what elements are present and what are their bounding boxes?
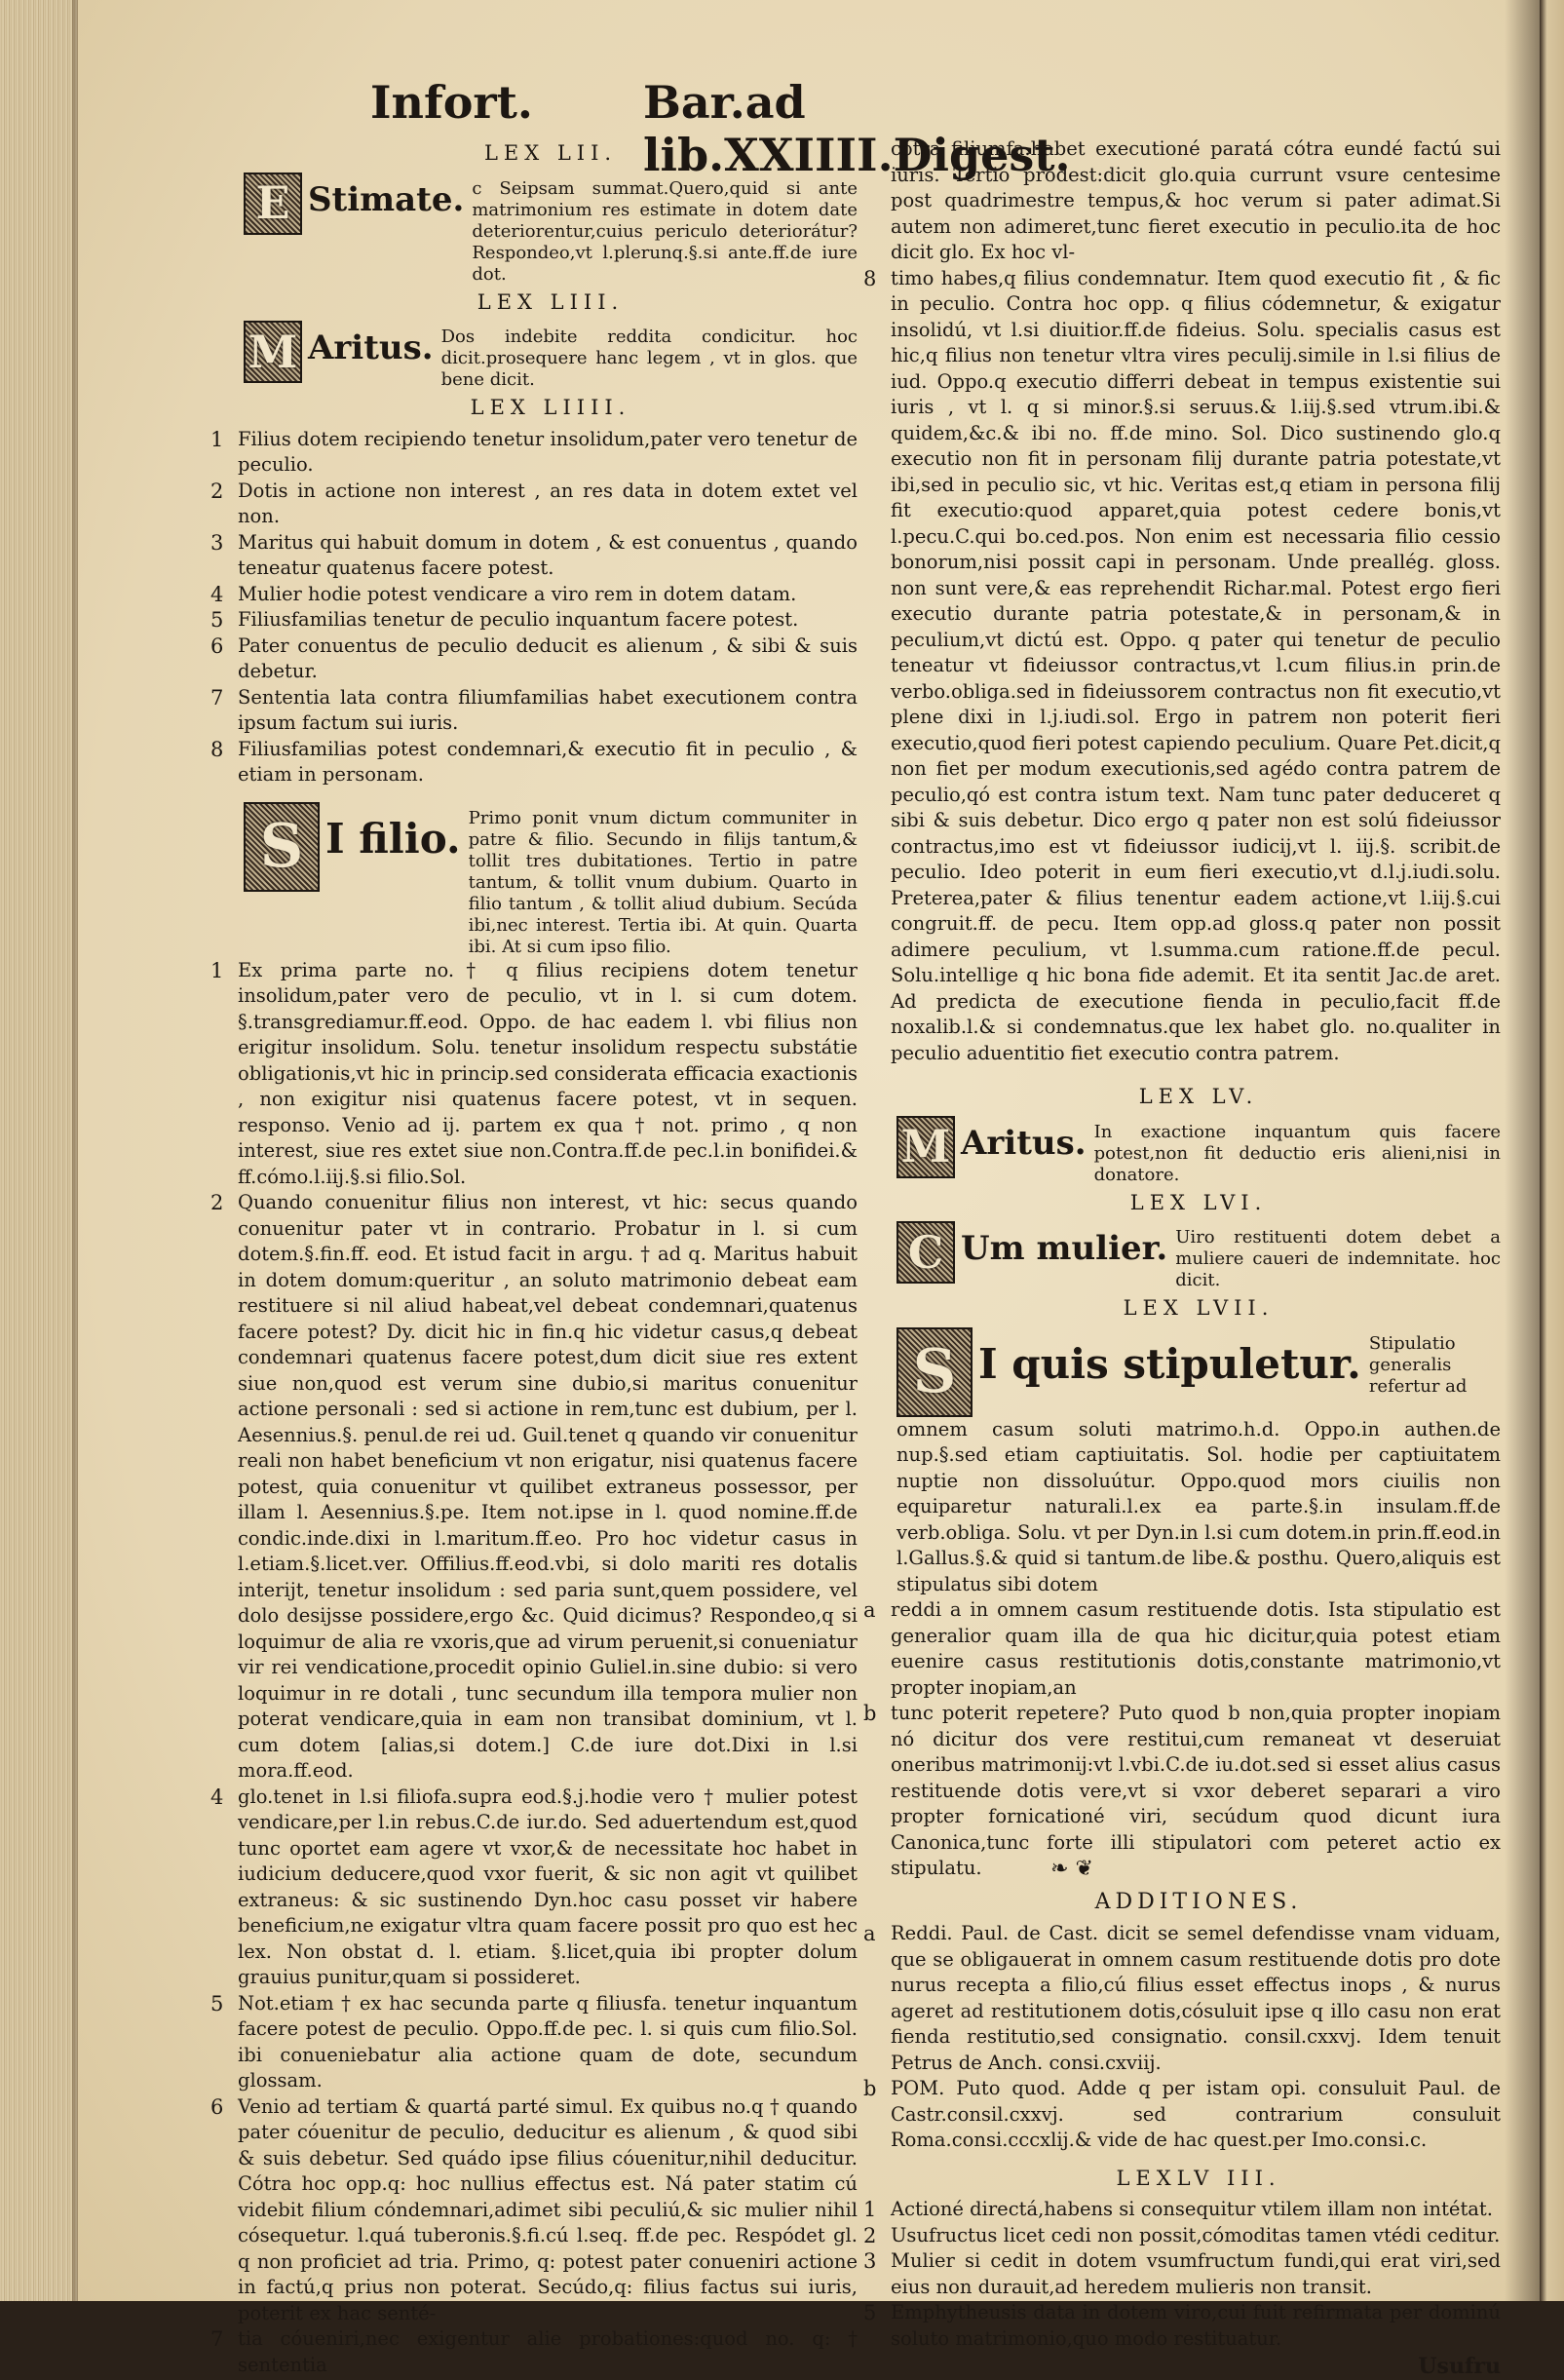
commentary-paragraph: 4 glo.tenet in l.si filiofa.supra eod.§.j.hodie vero † mulier potest vendicare,per l.in rebus.C.de iur.do. Sed aduertendum est,quod tunc oportet eam agere vt vxor,& de necessitate hoc habet in iudicium deducere,quod vxor fuerit, & sic non agit vt quilibet extraneus: & sic sustinendo Dyn.hoc casu posset vir habere beneficium,ne exigatur vltra quam facere possit pro quo est hec lex. Non obstat d. l. etiam. §.licet,quia ibi propter dolum grauius punitur,quam si possideret. [210, 1785, 858, 1988]
commentary-paragraph: 1 Ex prima parte no.† q filius recipiens dotem tenetur insolidum,pater vero de peculio, vt in l. si cum dotem. §.transgrediamur.ff.eod. Oppo. de hac eadem l. vbi filius non erigitur insolidum. Solu. tenetur insolidum respectu substátie obligationis,vt hic in princip.sed considerata efficacia exactionis , non exigitur nisi quatenus facere potest, vt in sequen. responso. Venio ad ij. partem ex qua † not. primo , q non interest, siue res extet siue non.Contra.ff.de pec.l.in bonifidei.& ff.cómo.l.iij.§.si filio.Sol. [210, 958, 858, 1188]
decorated-initial: E [244, 173, 302, 235]
summary-list [210, 427, 858, 788]
summary-item: 8 Filiusfamilias potest condemnari,& executio fit in peculio , & etiam in personam. [210, 737, 858, 786]
summary-item: 4 Mulier hodie potest vendicare a viro rem in dotem datam. [210, 582, 797, 606]
rubric: Aritus. [961, 1123, 1087, 1163]
additiones-heading: ADDITIONES. [1094, 1889, 1303, 1914]
lex-entry [896, 1327, 1501, 1417]
commentary-paragraph: b tunc poterit repetere? Puto quod b non,quia propter inopiam nó dicitur dos vere restitui,cum remaneat vt deseruiat oneribus matrimonij:vt l.vbi.C.de iu.dot.sed si esset alius casus restituende dotis vere,vt si vxor deberet separari a viro propter fornicationé viri, secúdum quod dicunt iura Canonica,tunc forte illi stipulatori com peteret actio ex stipulatu. [863, 1702, 1501, 1879]
rubric: Um mulier. [961, 1229, 1168, 1268]
lex-intro: Primo ponit vnum dictum communiter in patre & filio. Secundo in filijs tantum,& tollit tres dubitationes. Tertio in patre tantum, & tollit vnum dubium. Quarto in filio tantum , & tollit aliud dubium. Secúda ibi,nec interest. Tertia ibi. At quin. Quarta ibi. At si cum ipso filio. [468, 807, 858, 957]
addition-item: a Reddi. Paul. de Cast. dicit se semel defendisse vnam viduam, que se obligauerat in omnem casum restituende dotis pro dote nurus recepta a filio,cú filius esset effectus inops , & nurus ageret ad restitutionem dotis,cósuluit ipse q illo casu non erat fienda restitutio,sed consignatio. consil.cxxvj. Idem tenuit Petrus de Anch. consi.cxviij. [863, 1922, 1501, 2074]
summary-item: 5 Filiusfamilias tenetur de peculio inquantum facere potest. [210, 608, 799, 632]
rubric: Aritus. [308, 328, 434, 367]
decorated-initial: C [896, 1221, 955, 1284]
commentary-paragraph: 7 tia cóueniri,nec exigentur alie probationes:quod no. q: † sententia [210, 2327, 858, 2376]
lex-text: Uiro restituenti dotem debet a muliere caueri de indemnitate. hoc dicit. [1175, 1227, 1501, 1290]
lex-lead: Stipulatio generalis refertur ad [1368, 1332, 1468, 1397]
decorated-initial: S [244, 802, 320, 892]
lex-heading: LEX LVII. [1123, 1296, 1275, 1320]
catchword: Usufru [1418, 2354, 1501, 2379]
decorated-initial: M [896, 1116, 955, 1178]
facing-page-edge [1540, 0, 1564, 2301]
summary-item: 3 Maritus qui habuit domum in dotem , & est conuentus , quando teneatur quatenus facere potest. [210, 530, 858, 579]
right-column [863, 136, 1501, 2380]
lex-text: c Seipsam summat.Quero,quid si ante matrimonium res estimate in dotem date deteriorentur,cuius periculo deteriorátur? Respondeo,vt l.plerunq.§.si ante.ff.de iure dot. [472, 177, 858, 285]
lex-entry [896, 1116, 1501, 1186]
commentary-paragraph: a reddi a in omnem casum restituende dotis. Ista stipulatio est generalior quam illa de qua hic dicitur,quia potest etiam euenire casus restitutionis dotis,constante matrimonio,vt propter inopiam,an [863, 1598, 1501, 1699]
lex-entry [244, 173, 858, 286]
summary-item: 2 Usufructus licet cedi non possit,cómoditas tamen vtédi ceditur. [863, 2223, 1501, 2247]
lex-heading: LEX LIIII. [470, 396, 631, 419]
commentary-paragraph: 8 timo habes,q filius condemnatur. Item quod executio fit , & fic in peculio. Contra hoc opp. q filius códemnetur, & exigatur insolidú, vt l.si diuitior.ff.de fideius. Solu. specialis casus est hic,q filius non tenetur vltra vires peculij.simile in l.si filius de iud. Oppo.q executio differri debeat in tempus existentie sui iuris , vt l. q si minor.§.si seruus.& l.iij.§.sed vtrum.ibi.& quidem,&c.& ibi no. ff.de mino. Sol. Dico sustinendo glo.q executio non fit in personam filij durante patria potestate,vt ibi,sed in peculio sic, vt hic. Veritas est,q etiam in persona filij fit executio:quod apparet,quia potest cedere bonis,vt l.pecu.C.qui bo.ced.pos. Non enim est necessaria filio cessio bonorum,nisi possit capi in personam. Unde preallég. gloss. non sunt vere,& eas reprehendit Richar.mal. Potest ergo fieri executio durante patria potestate,& in personam,& in peculium,vt dictú est. Oppo. q pater qui tenetur de peculio teneatur vt fideiussor contractus,vt l.cum filius.in prin.de verbo.obliga.sed in fideiussorem contractus non fit executio,vt plene dixi in l.j.iudi.sol. Ergo in patrem non poterit fieri executio,quod fieri potest capiendo peculium. Quare Pet.dicit,q non fiet per modum executionis,sed agédo contra patrem de peculio,qó est contra istum text. Nam tunc pater deduceret q sibi & suis debetur. Dico ergo q pater non est solú fideiussor contractus,imo est vt fideiussor iudicij,vt l. iij.§. scribit.de peculio. Ideo poterit in eum fieri executio,vt d.l.j.iudi.solu. Preterea,pater & filius tenentur eadem actione,vt l.iij.§.cui congruit.ff. de pecu. Item opp.ad gloss.q pater non possit adimere peculium, vt l.summa.cum ratione.ff.de pecul. Solu.intellige q hic bona fide ademit. Et ita sentit Jac.de aret. Ad predicta de executione fienda in peculio,facit ff.de noxalib.l.& si condemnatus.que lex habet glo. no.qualiter in peculio aduentitio fiet executio contra patrem. [863, 266, 1501, 1064]
lex-entry [896, 1221, 1501, 1291]
summary-item: 3 Mulier si cedit in dotem vsumfructum fundi,qui erat viri,sed eius non durauit,ad heredem mulieris non transit. [863, 2249, 1501, 2298]
summary-item: 5 Emphytheusis data in dotem viro,cui fuit refirmata per dominú soluto matrimonio,quo modo restituatur. [863, 2301, 1501, 2350]
lex-entry [244, 802, 858, 958]
rubric: I quis stipuletur. [978, 1339, 1361, 1388]
lex-entry [244, 321, 858, 391]
commentary-paragraph: 2 Quando conuenitur filius non interest, vt hic: secus quando conuenitur pater vt in contrario. Probatur in l. si cum dotem.§.fin.ff. eod. Et istud facit in argu. † ad q. Maritus habuit in dotem domum:queritur , an soluto matrimonio debeat eam restituere si nil aliud habeat,vel debeat condemnari,quatenus facere potest? Dy. dicit hic in fin.q hic videtur casus,q debeat condemnari quatenus facere potest,dum dicit siue res extent siue non,quod est verum sine dubio,si maritus conuenitur actione personali : sed si actione in rem,tunc est dubium, per l. Aesennius.§. penul.de rei ud. Guil.tenet q quando vir conuenitur reali non habet beneficium vt non erigatur, nisi quatenus facere potest, quia conuenitur vt quilibet extraneus possessor, per illam l. Aesennius.§.pe. Item not.ipse in l. quod nomine.ff.de condic.inde.dixi in l.maritum.ff.eo. Pro hoc videtur casus in l.etiam.§.licet.ver. Offilius.ff.eod.vbi, si dolo mariti res dotalis interijt, tenetur insolidum : sed paria sunt,quem possidere, vel dolo desijsse possidere,ergo &c. Quid dicimus? Respondeo,q si loquimur de alia re vxoris,que ad virum peruenit,si conueniatur vir rei vendicatione,procedit opinio Guliel.in.sine dubio: si vero loquimur in re dotali , tunc secundum illa tempora mulier non poterat vendicare,quia in eam non transibat dominium, vt l. cum dotem [alias,si dotem.] C.de iure dot.Dixi in l.si mora.ff.eod. [210, 1191, 858, 1782]
commentary-paragraph: cótra filiumfa.habet executioné paratá cótra eundé factú sui iuris. Tertio prodest:dicit glo.quia currunt vsure centesime post quadrimestre tempus,& hoc verum si pater adimat.Si autem non adimeret,tunc fieret executio in peculio.ita de hoc dicit glo. Ex hoc vl- [891, 137, 1501, 263]
gutter-shadow [1505, 0, 1540, 2301]
summary-item: 1 Filius dotem recipiendo tenetur insolidum,pater vero tenetur de peculio. [210, 427, 858, 476]
lex-heading: LEX LII. [483, 141, 618, 165]
decorated-initial: S [896, 1327, 973, 1417]
addition-item: b POM. Puto quod. Adde q per istam opi. consuluit Paul. de Castr.consil.cxxvj. sed contrarium consuluit Roma.consi.cccxlij.& vide de hac quest.per Imo.consi.c. [863, 2077, 1501, 2151]
lex-heading: LEX LIII. [477, 289, 625, 314]
summary-item: 2 Dotis in actione non interest , an res data in dotem extet vel non. [210, 479, 858, 527]
lex-text: In exactione inquantum quis facere potest,non fit deductio eris alieni,nisi in donatore. [1093, 1121, 1501, 1185]
commentary-paragraph: 5 Not.etiam † ex hac secunda parte q filiusfa. tenetur inquantum facere potest de peculio. Oppo.ff.de pec. l. si quis cum filio.Sol. ibi conueniebatur alia actione quam de dote, secundum glossam. [210, 1991, 858, 2092]
summary-item: 6 Pater conuentus de peculio deducit es alienum , & sibi & suis debetur. [210, 633, 858, 682]
ornament-icon: ❧ ❦ [1050, 1857, 1093, 1881]
summary-item: 1 Actioné directá,habens si consequitur vtilem illam non intétat. [863, 2198, 1493, 2221]
running-head-right: Bar.ad lib.XXIIII.Digest. [643, 76, 1071, 181]
lex-heading: LEX LV. [1138, 1085, 1259, 1108]
lex-heading: LEX LVI. [1129, 1190, 1268, 1214]
commentary-paragraph: 6 Venio ad tertiam & quartá parté simul. Ex quibus no.q † quando pater cóuenitur de peculio, deducitur es alienum , & quod sibi & suis debetur. Sed quádo ipse filius cóuenitur,nihil deducitur. Cótra hoc opp.q: hoc nullius effectus est. Ná pater statim cú videbit filium cóndemnari,adimet sibi peculiú,& sic mulier nihil cósequetur. l.quá tuberonis.§.fi.cú l.seq. ff.de pec. Respódet gl. q non proficiet ad tria. Primo, q: potest pater conueniri actione in factú,q prius non poterat. Secúdo,q: filius factus sui iuris, poterit ex hac senté- [210, 2094, 858, 2324]
lex-text: Dos indebite reddita condicitur. hoc dicit.prosequere hanc legem , vt in glos. que bene dicit. [440, 326, 858, 390]
lex-heading: LEXLV III. [1116, 2166, 1281, 2190]
rubric: I filio. [325, 814, 461, 863]
lex-text: omnem casum soluti matrimo.h.d. Oppo.in authen.de nup.§.sed etiam captiuitatis. Sol. hodie per captiuitatem nuptie non dissoluútur. Oppo.quod mors ciuilis non equiparetur naturali.l.ex ea parte.§.in insulam.ff.de verb.obliga. Solu. vt per Dyn.in l.si cum dotem.in prin.ff.eod.in l.Gallus.§.& quid si tantum.de libe.& posthu. Quero,aliquis est stipulatus sibi dotem [896, 1417, 1501, 1595]
running-head-left: Infort. [370, 76, 533, 129]
page-edges [0, 0, 78, 2301]
rubric: Stimate. [308, 179, 465, 219]
summary-item: 7 Sententia lata contra filiumfamilias habet executionem contra ipsum factum sui iuris. [210, 685, 858, 734]
decorated-initial: M [244, 321, 302, 383]
left-column [210, 136, 858, 2378]
